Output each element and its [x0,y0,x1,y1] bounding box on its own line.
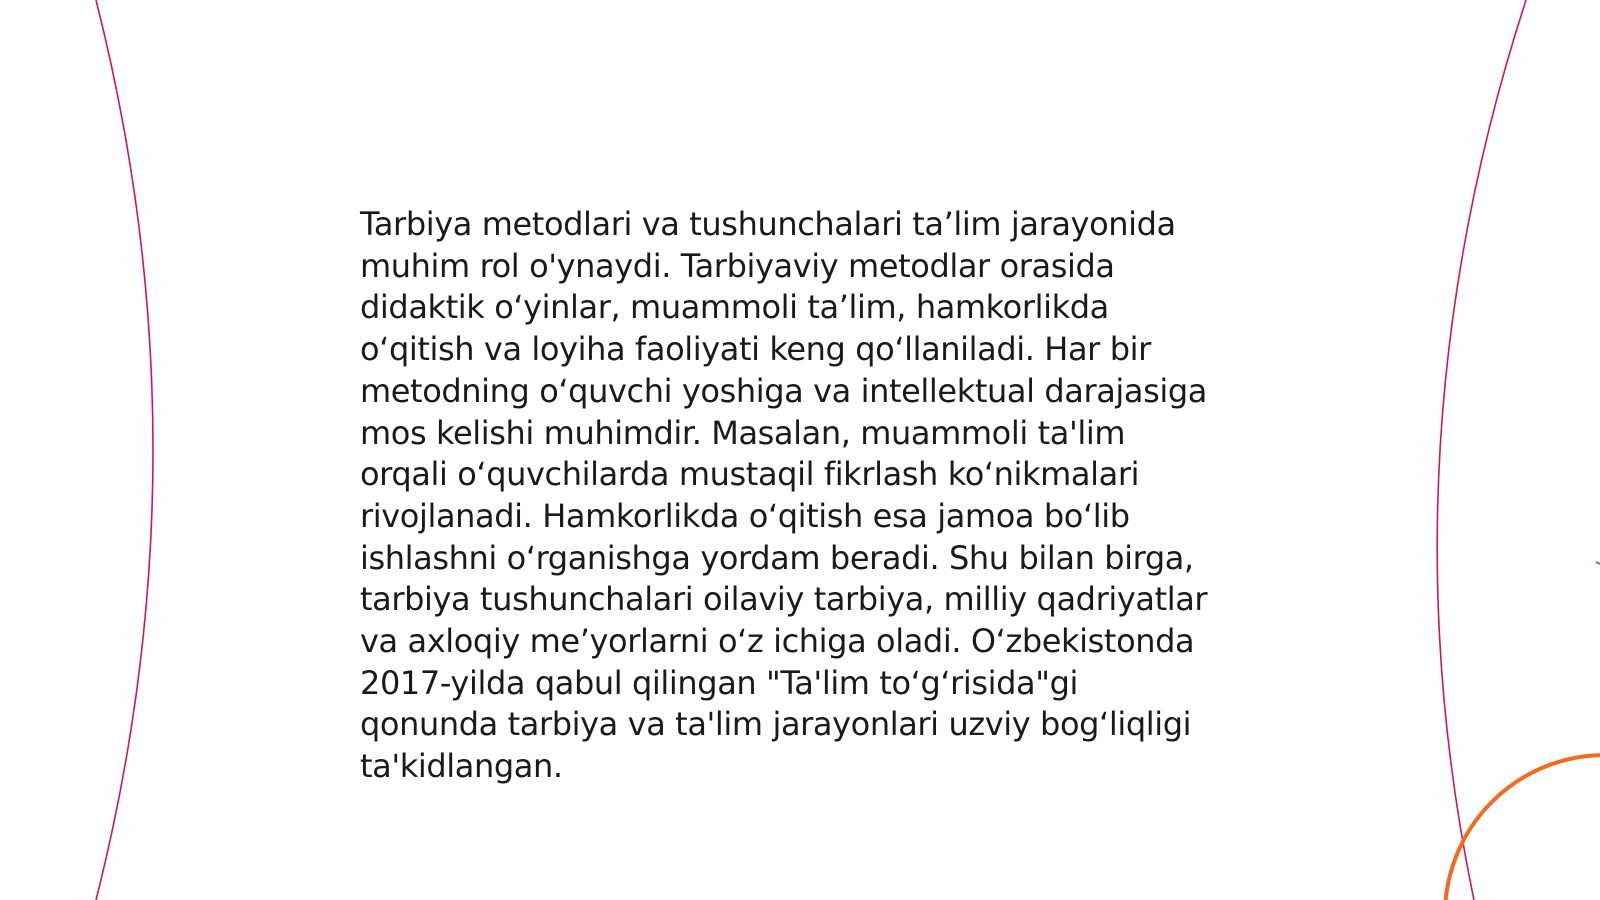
paragraph-line: rivojlanadi. Hamkorlikda o‘qitish esa jamoa bo‘lib [360,496,1130,535]
paragraph-line: o‘qitish va loyiha faoliyati keng qo‘llaniladi. Har bir [360,330,1151,369]
right-red-curve [1437,0,1526,900]
paragraph-line: metodning o‘quvchi yoshiga va intellektual darajasiga [360,371,1208,410]
paragraph-line: tarbiya tushunchalari oilaviy tarbiya, milliy qadriyatlar [360,580,1208,619]
paragraph-line: Tarbiya metodlari va tushunchalari ta’lim jarayonida [360,205,1176,243]
paragraph-line: va axloqiy me’yorlarni o‘z ichiga oladi. O‘zbekistonda [360,622,1195,661]
body-paragraph [360,204,1240,788]
paragraph-line: ta'kidlangan. [360,747,563,786]
orange-circle-arc [1445,755,1600,900]
paragraph-line: ishlashni o‘rganishga yordam beradi. Shu bilan birga, [360,538,1194,577]
left-red-curve [96,0,153,900]
paragraph-line: 2017-yilda qabul qilingan "Ta'lim to‘g‘risida"gi [360,663,1078,702]
paragraph-line: qonunda tarbiya va ta'lim jarayonlari uzviy bog‘liqligi [360,705,1192,744]
green-accent-mark [1596,562,1600,564]
paragraph-line: orqali o‘quvchilarda mustaqil fikrlash ko‘nikmalari [360,455,1140,494]
paragraph-line: mos kelishi muhimdir. Masalan, muammoli ta'lim [360,413,1126,452]
paragraph-line: muhim rol o'ynaydi. Tarbiyaviy metodlar orasida [360,246,1115,285]
paragraph-line: didaktik o‘yinlar, muammoli ta’lim, hamkorlikda [360,288,1109,327]
